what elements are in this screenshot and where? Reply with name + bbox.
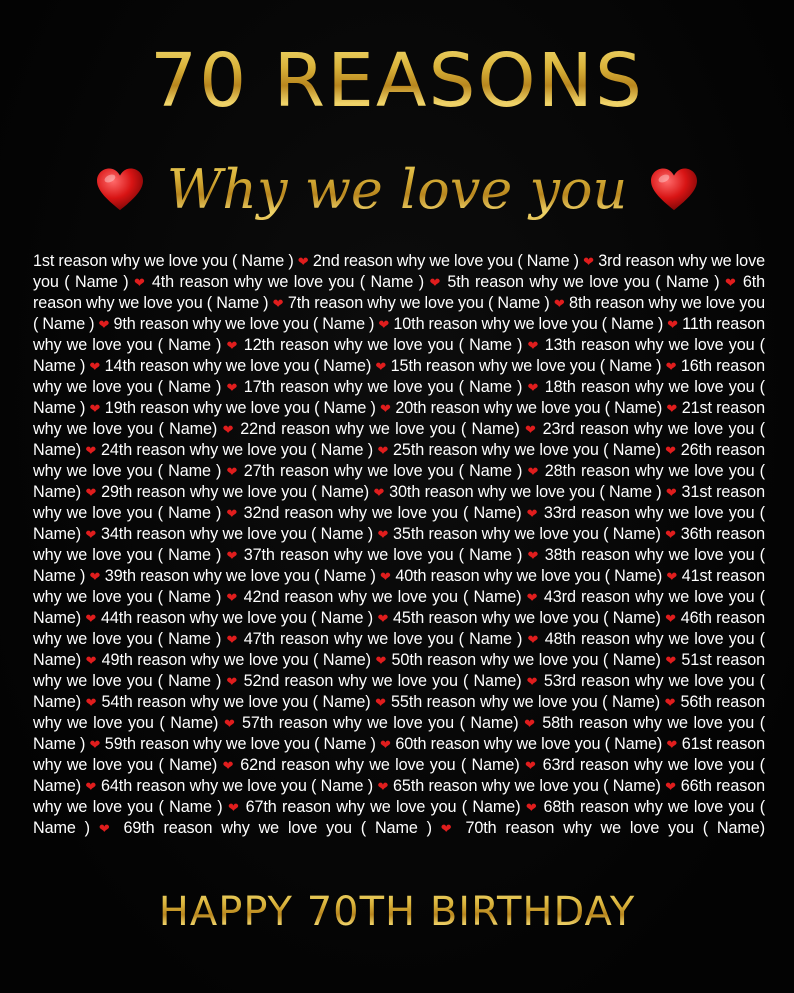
heart-icon bbox=[97, 168, 143, 212]
heart-icon: ❤ bbox=[85, 485, 97, 500]
reason-item: 60th reason why we love you ( Name) bbox=[395, 735, 663, 753]
heart-icon: ❤ bbox=[227, 800, 241, 815]
reason-item: 48th reason why we love you ( Name) bbox=[33, 630, 765, 669]
heart-icon: ❤ bbox=[85, 695, 98, 710]
heart-icon: ❤ bbox=[226, 548, 239, 563]
reason-item: 12th reason why we love you ( Name ) bbox=[243, 336, 523, 354]
reason-item: 3rd reason why we love you ( Name ) bbox=[33, 252, 765, 291]
reason-item: 43rd reason why we love you ( Name) bbox=[33, 588, 765, 627]
heart-icon: ❤ bbox=[375, 695, 387, 710]
heart-icon: ❤ bbox=[226, 674, 239, 689]
reason-item: 44th reason why we love you ( Name ) bbox=[101, 609, 374, 627]
heart-icon: ❤ bbox=[429, 275, 442, 290]
heart-icon: ❤ bbox=[377, 527, 389, 542]
reason-item: 53rd reason why we love you ( Name) bbox=[33, 672, 765, 711]
heart-icon: ❤ bbox=[226, 590, 239, 605]
heart-icon: ❤ bbox=[525, 800, 539, 815]
heart-icon: ❤ bbox=[377, 611, 389, 626]
reason-item: 16th reason why we love you ( Name ) bbox=[33, 357, 765, 396]
heart-icon: ❤ bbox=[527, 464, 540, 479]
reason-item: 10th reason why we love you ( Name ) bbox=[393, 315, 664, 333]
heart-icon: ❤ bbox=[377, 443, 389, 458]
heart-icon: ❤ bbox=[527, 338, 540, 353]
reason-item: 59th reason why we love you ( Name ) bbox=[104, 735, 376, 753]
page-title: 70 REASONS bbox=[0, 36, 794, 126]
heart-icon: ❤ bbox=[664, 695, 676, 710]
heart-icon: ❤ bbox=[226, 506, 239, 521]
reason-item: 57th reason why we love you ( Name) bbox=[242, 714, 519, 732]
reason-item: 31st reason why we love you ( Name ) bbox=[33, 483, 765, 522]
reason-item: 28th reason why we love you ( Name) bbox=[33, 462, 765, 501]
heart-icon: ❤ bbox=[553, 296, 565, 311]
heart-icon: ❤ bbox=[85, 653, 98, 668]
reason-item: 34th reason why we love you ( Name ) bbox=[101, 525, 374, 543]
heart-icon: ❤ bbox=[667, 317, 679, 332]
reason-item: 35th reason why we love you ( Name) bbox=[393, 525, 661, 543]
reason-item: 41st reason why we love you ( Name ) bbox=[33, 567, 766, 606]
reason-item: 24th reason why we love you ( Name ) bbox=[101, 441, 374, 459]
heart-icon: ❤ bbox=[98, 821, 115, 836]
reason-item: 30th reason why we love you ( Name ) bbox=[389, 483, 662, 501]
heart-icon: ❤ bbox=[377, 779, 389, 794]
heart-icon: ❤ bbox=[373, 485, 385, 500]
reason-item: 68th reason why we love you ( Name ) bbox=[33, 798, 765, 837]
reason-item: 61st reason why we love you ( Name) bbox=[33, 735, 766, 774]
heart-icon: ❤ bbox=[524, 716, 537, 731]
reason-item: 11th reason why we love you ( Name ) bbox=[33, 315, 765, 354]
reason-item: 47th reason why we love you ( Name ) bbox=[243, 630, 523, 648]
heart-icon: ❤ bbox=[98, 317, 110, 332]
reason-item: 26th reason why we love you ( Name ) bbox=[33, 441, 766, 480]
reason-item: 58th reason why we love you ( Name ) bbox=[33, 714, 766, 753]
reason-item: 29th reason why we love you ( Name) bbox=[101, 483, 370, 501]
reason-item: 37th reason why we love you ( Name ) bbox=[243, 546, 523, 564]
heart-icon: ❤ bbox=[665, 653, 677, 668]
reason-item: 9th reason why we love you ( Name ) bbox=[113, 315, 375, 333]
heart-icon: ❤ bbox=[583, 254, 595, 269]
heart-icon: ❤ bbox=[527, 380, 540, 395]
heart-icon: ❤ bbox=[89, 569, 101, 584]
heart-icon: ❤ bbox=[527, 632, 540, 647]
reason-item: 67th reason why we love you ( Name) bbox=[245, 798, 521, 816]
reason-item: 36th reason why we love you ( Name ) bbox=[33, 525, 766, 564]
reason-item: 1st reason why we love you ( Name ) bbox=[33, 252, 294, 270]
reason-item: 25th reason why we love you ( Name) bbox=[393, 441, 661, 459]
heart-icon: ❤ bbox=[665, 611, 677, 626]
heart-icon: ❤ bbox=[226, 632, 239, 647]
heart-icon: ❤ bbox=[526, 506, 539, 521]
subtitle: Why we love you bbox=[161, 145, 634, 235]
reason-item: 66th reason why we love you ( Name ) bbox=[33, 777, 766, 816]
heart-icon: ❤ bbox=[89, 401, 101, 416]
reason-item: 6th reason why we love you ( Name ) bbox=[33, 273, 766, 312]
reason-item: 8th reason why we love you ( Name ) bbox=[33, 294, 766, 333]
reason-item: 19th reason why we love you ( Name ) bbox=[104, 399, 376, 417]
footer-greeting: HAPPY 70TH BIRTHDAY bbox=[0, 886, 794, 938]
reason-item: 7th reason why we love you ( Name ) bbox=[287, 294, 550, 312]
reason-item: 56th reason why we love you ( Name) bbox=[33, 693, 766, 732]
reason-item: 64th reason why we love you ( Name ) bbox=[101, 777, 374, 795]
reason-item: 63rd reason why we love you ( Name) bbox=[33, 756, 765, 795]
reason-item: 27th reason why we love you ( Name ) bbox=[243, 462, 523, 480]
heart-icon bbox=[651, 168, 697, 212]
heart-icon: ❤ bbox=[134, 275, 147, 290]
heart-icon: ❤ bbox=[223, 716, 237, 731]
reason-item: 49th reason why we love you ( Name) bbox=[101, 651, 371, 669]
heart-icon: ❤ bbox=[226, 464, 239, 479]
heart-icon: ❤ bbox=[375, 359, 387, 374]
reason-item: 18th reason why we love you ( Name ) bbox=[33, 378, 765, 417]
subtitle-row bbox=[0, 140, 794, 240]
reason-item: 70th reason why we love you ( Name) bbox=[465, 819, 766, 837]
reason-item: 69th reason why we love you ( Name ) bbox=[123, 819, 432, 837]
heart-icon: ❤ bbox=[85, 611, 97, 626]
reason-item: 40th reason why we love you ( Name) bbox=[395, 567, 663, 585]
reason-item: 42nd reason why we love you ( Name) bbox=[243, 588, 522, 606]
reason-item: 50th reason why we love you ( Name) bbox=[391, 651, 661, 669]
reason-item: 21st reason why we love you ( Name) bbox=[33, 399, 766, 438]
reason-item: 55th reason why we love you ( Name) bbox=[391, 693, 661, 711]
heart-icon: ❤ bbox=[89, 737, 101, 752]
reason-item: 52nd reason why we love you ( Name) bbox=[243, 672, 522, 690]
heart-icon: ❤ bbox=[222, 758, 235, 773]
heart-icon: ❤ bbox=[526, 674, 539, 689]
heart-icon: ❤ bbox=[665, 443, 677, 458]
reason-item: 4th reason why we love you ( Name ) bbox=[151, 273, 425, 291]
heart-icon: ❤ bbox=[666, 401, 678, 416]
heart-icon: ❤ bbox=[666, 737, 678, 752]
heart-icon: ❤ bbox=[665, 779, 677, 794]
heart-icon: ❤ bbox=[665, 527, 677, 542]
reasons-text-block bbox=[33, 251, 765, 839]
reason-item: 65th reason why we love you ( Name) bbox=[393, 777, 661, 795]
heart-icon: ❤ bbox=[527, 548, 540, 563]
heart-icon: ❤ bbox=[380, 401, 392, 416]
reason-item: 22nd reason why we love you ( Name) bbox=[240, 420, 520, 438]
heart-icon: ❤ bbox=[526, 590, 539, 605]
heart-icon: ❤ bbox=[85, 527, 97, 542]
heart-icon: ❤ bbox=[272, 296, 284, 311]
reason-item: 62nd reason why we love you ( Name) bbox=[240, 756, 520, 774]
heart-icon: ❤ bbox=[375, 653, 387, 668]
heart-icon: ❤ bbox=[297, 254, 309, 269]
reason-item: 45th reason why we love you ( Name) bbox=[393, 609, 661, 627]
heart-icon: ❤ bbox=[378, 317, 390, 332]
reason-item: 2nd reason why we love you ( Name ) bbox=[312, 252, 579, 270]
heart-icon: ❤ bbox=[440, 821, 457, 836]
heart-icon: ❤ bbox=[89, 359, 101, 374]
reason-item: 33rd reason why we love you ( Name) bbox=[33, 504, 765, 543]
heart-icon: ❤ bbox=[725, 275, 738, 290]
reason-item: 46th reason why we love you ( Name ) bbox=[33, 609, 766, 648]
reason-item: 14th reason why we love you ( Name) bbox=[104, 357, 372, 375]
heart-icon: ❤ bbox=[85, 443, 97, 458]
heart-icon: ❤ bbox=[226, 338, 239, 353]
reason-item: 38th reason why we love you ( Name ) bbox=[33, 546, 765, 585]
reason-item: 54th reason why we love you ( Name) bbox=[101, 693, 371, 711]
heart-icon: ❤ bbox=[524, 422, 538, 437]
heart-icon: ❤ bbox=[380, 569, 392, 584]
reason-item: 23rd reason why we love you ( Name) bbox=[33, 420, 765, 459]
reason-item: 17th reason why we love you ( Name ) bbox=[243, 378, 523, 396]
reason-item: 20th reason why we love you ( Name) bbox=[395, 399, 663, 417]
heart-icon: ❤ bbox=[380, 737, 392, 752]
reason-item: 13th reason why we love you ( Name ) bbox=[33, 336, 765, 375]
reason-item: 15th reason why we love you ( Name ) bbox=[390, 357, 662, 375]
reason-item: 51st reason why we love you ( Name ) bbox=[33, 651, 766, 690]
heart-icon: ❤ bbox=[665, 359, 677, 374]
heart-icon: ❤ bbox=[666, 569, 678, 584]
heart-icon: ❤ bbox=[222, 422, 235, 437]
heart-icon: ❤ bbox=[226, 380, 239, 395]
reason-item: 32nd reason why we love you ( Name) bbox=[243, 504, 522, 522]
reason-item: 39th reason why we love you ( Name ) bbox=[104, 567, 376, 585]
heart-icon: ❤ bbox=[85, 779, 97, 794]
heart-icon: ❤ bbox=[665, 485, 678, 500]
reason-item: 5th reason why we love you ( Name ) bbox=[447, 273, 720, 291]
heart-icon: ❤ bbox=[524, 758, 538, 773]
